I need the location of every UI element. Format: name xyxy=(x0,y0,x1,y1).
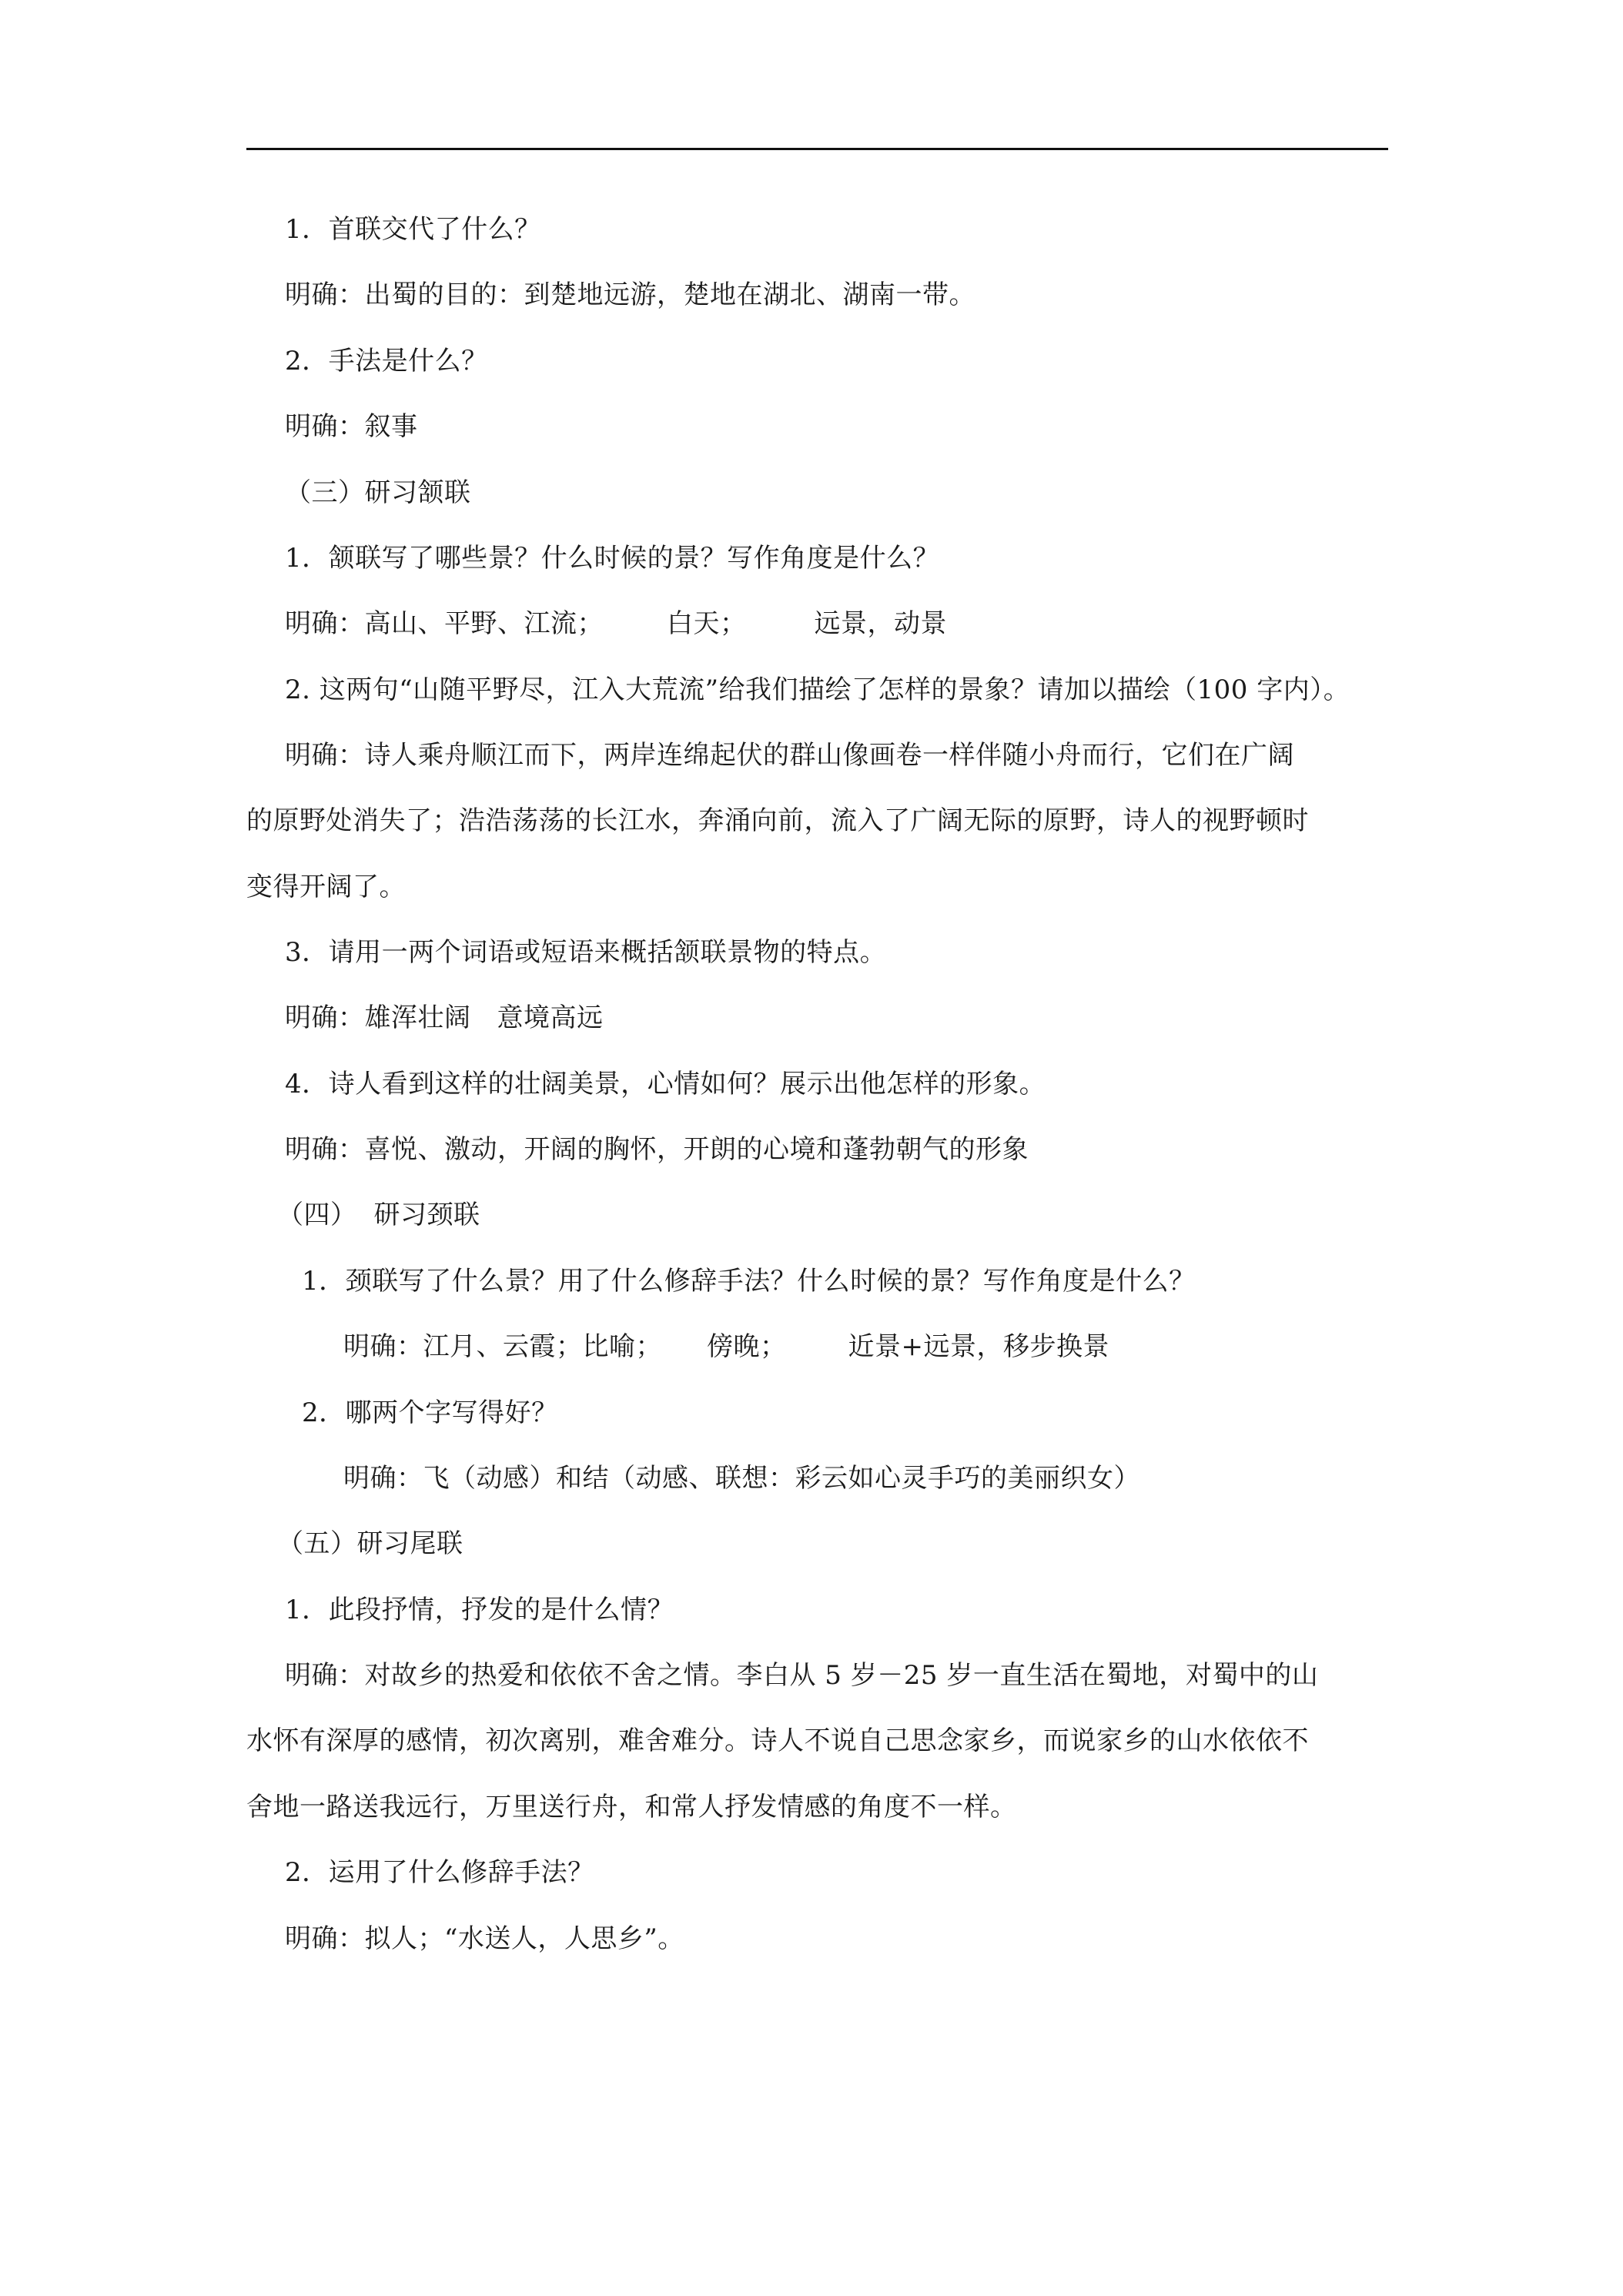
question-3-1: 1．颔联写了哪些景？什么时候的景？写作角度是什么？ xyxy=(285,543,940,574)
answer-3-3 xyxy=(285,1002,604,1033)
header-rule xyxy=(246,148,1388,150)
answer-2-technique: 明确：叙事 xyxy=(285,411,418,442)
answer-3-2-line-3: 变得开阔了。 xyxy=(246,872,406,902)
question-1-first-couplet: 1．首联交代了什么？ xyxy=(285,214,541,245)
question-3-3: 3．请用一两个词语或短语来概括颔联景物的特点。 xyxy=(285,937,887,968)
section-heading-4-title: 研习颈联 xyxy=(373,1200,480,1230)
question-4-1: 1．颈联写了什么景？用了什么修辞手法？什么时候的景？写作角度是什么？ xyxy=(302,1266,1196,1297)
answer-3-2-line-1: 明确：诗人乘舟顺江而下，两岸连绵起伏的群山像画卷一样伴随小舟而行，它们在广阔 xyxy=(285,740,1294,771)
question-2-technique: 2．手法是什么？ xyxy=(285,346,488,377)
answer-3-3-part-b: 意境高远 xyxy=(497,1002,604,1033)
question-4-2: 2．哪两个字写得好？ xyxy=(302,1397,558,1428)
answer-4-1-part-c: 近景+远景，移步换景 xyxy=(848,1331,1109,1362)
answer-5-1-line-1: 明确：对故乡的热爱和依依不舍之情。李白从 5 岁－25 岁一直生活在蜀地，对蜀中的山 xyxy=(285,1660,1319,1691)
question-5-2: 2．运用了什么修辞手法？ xyxy=(285,1857,594,1888)
section-heading-4-number: （四） xyxy=(277,1200,357,1230)
answer-3-2-line-2: 的原野处消失了；浩浩荡荡的长江水，奔涌向前，流入了广阔无际的原野，诗人的视野顿时 xyxy=(246,805,1309,836)
answer-3-1-part-b: 白天； xyxy=(667,608,747,639)
answer-5-1-line-2: 水怀有深厚的感情，初次离别，难舍难分。诗人不说自己思念家乡，而说家乡的山水依依不 xyxy=(246,1725,1309,1756)
question-3-2: 2. 这两句“山随平野尽，江入大荒流”给我们描绘了怎样的景象？请加以描绘（100 字内）。 xyxy=(285,674,1350,705)
section-heading-3: （三）研习颔联 xyxy=(285,477,471,508)
answer-5-1-line-3: 舍地一路送我远行，万里送行舟，和常人抒发情感的角度不一样。 xyxy=(246,1792,1017,1822)
section-heading-5: （五）研习尾联 xyxy=(277,1528,463,1559)
answer-3-3-part-a: 明确：雄浑壮阔 xyxy=(285,1002,471,1033)
answer-3-4: 明确：喜悦、激动，开阔的胸怀，开朗的心境和蓬勃朝气的形象 xyxy=(285,1134,1029,1165)
answer-4-1-part-a: 明确：江月、云霞；比喻； xyxy=(343,1331,662,1362)
answer-4-2: 明确：飞（动感）和结（动感、联想：彩云如心灵手巧的美丽织女） xyxy=(343,1463,1140,1494)
question-3-4: 4．诗人看到这样的壮阔美景，心情如何？展示出他怎样的形象。 xyxy=(285,1069,1046,1099)
answer-1-first-couplet: 明确：出蜀的目的：到楚地远游，楚地在湖北、湖南一带。 xyxy=(285,279,975,310)
answer-3-1-part-a: 明确：高山、平野、江流； xyxy=(285,608,604,639)
answer-4-1-part-b: 傍晚； xyxy=(707,1331,787,1362)
question-5-1: 1．此段抒情，抒发的是什么情？ xyxy=(285,1595,674,1625)
answer-3-1-part-c: 远景，动景 xyxy=(814,608,947,639)
answer-3-1 xyxy=(285,608,947,639)
section-heading-4 xyxy=(277,1200,480,1230)
answer-4-1 xyxy=(343,1331,1109,1362)
answer-5-2: 明确：拟人；“水送人，人思乡”。 xyxy=(285,1923,684,1954)
